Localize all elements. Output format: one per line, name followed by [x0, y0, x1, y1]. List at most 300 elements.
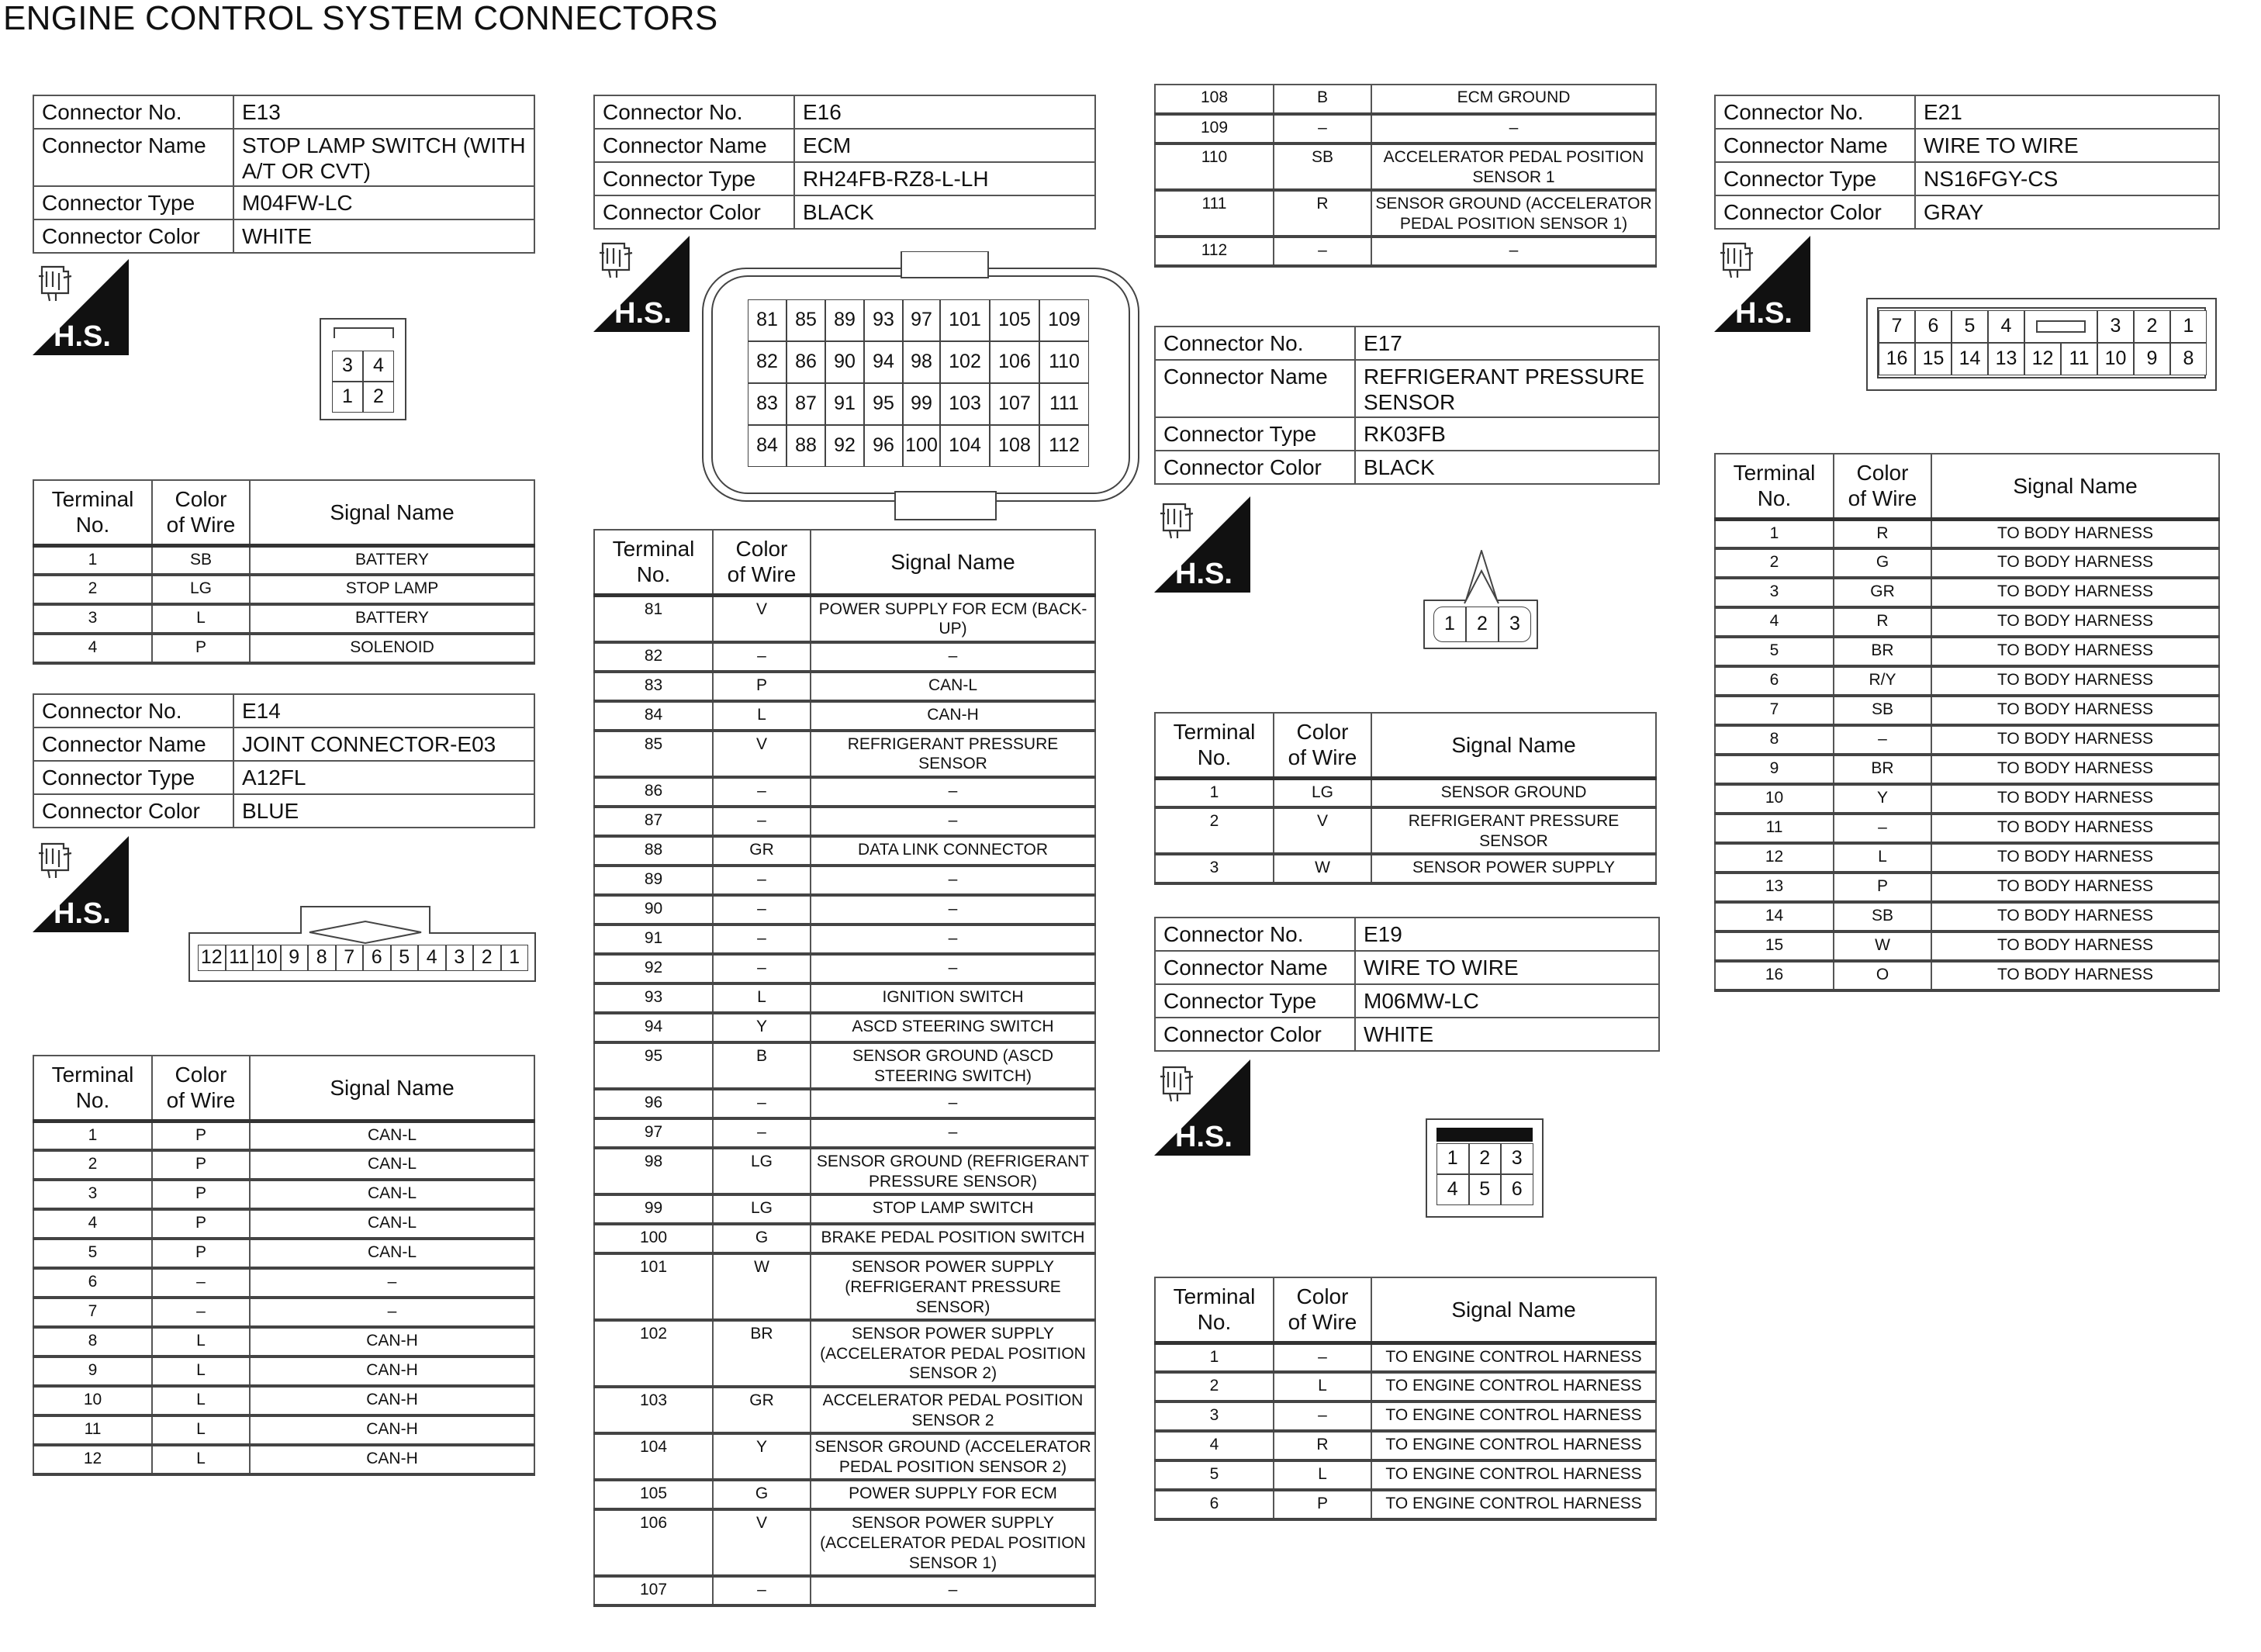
- wire-color: G: [713, 1224, 811, 1253]
- wire-color: W: [713, 1253, 811, 1320]
- hs-icon: [33, 836, 129, 932]
- table-row: [1715, 873, 2219, 902]
- wire-color: L: [152, 1415, 250, 1445]
- terminal-no: 6: [33, 1268, 152, 1298]
- terminal-no-header: Terminal No.: [1155, 713, 1274, 778]
- signal-name: –: [811, 895, 1095, 924]
- connector-number-label: Connector No.: [33, 694, 233, 728]
- wire-color: L: [152, 604, 250, 634]
- pin-cell: 9: [281, 945, 309, 971]
- table-row: [594, 1576, 1095, 1605]
- terminal-no: 7: [1715, 696, 1834, 725]
- connector-color-label: Connector Color: [1155, 451, 1355, 484]
- wire-color: V: [713, 595, 811, 642]
- table-row: [33, 575, 534, 604]
- table-row: [1715, 519, 2219, 548]
- terminal-no: 10: [1715, 784, 1834, 814]
- connector-type-value: M06MW-LC: [1355, 984, 1659, 1018]
- wire-color: G: [1834, 548, 1931, 578]
- wire-color: V: [713, 1509, 811, 1576]
- connector-name-label: Connector Name: [1715, 129, 1915, 162]
- e13-connector-face: [320, 318, 406, 420]
- wire-color: P: [152, 1180, 250, 1209]
- connector-type-value: RK03FB: [1355, 417, 1659, 451]
- wire-color: W: [1274, 854, 1371, 883]
- wire-color: –: [713, 777, 811, 807]
- table-row: [594, 836, 1095, 866]
- wire-color: P: [713, 672, 811, 701]
- connector-name-label: Connector Name: [33, 129, 233, 186]
- wire-color: GR: [1834, 578, 1931, 607]
- pin-cell: 2: [1469, 1143, 1502, 1174]
- table-row: [1715, 666, 2219, 696]
- wire-color: R: [1274, 190, 1371, 237]
- terminal-no: 4: [1155, 1431, 1274, 1460]
- table-row: [1155, 85, 1656, 114]
- signal-name: –: [811, 807, 1095, 836]
- connector-color-value: GRAY: [1915, 195, 2219, 229]
- connector-name-value: WIRE TO WIRE: [1355, 951, 1659, 984]
- wire-color: Y: [713, 1433, 811, 1480]
- terminal-no: 5: [1155, 1460, 1274, 1490]
- pin-cell: 12: [198, 945, 226, 971]
- connector-type-label: Connector Type: [33, 761, 233, 794]
- connector-name-label: Connector Name: [33, 728, 233, 761]
- table-row: [1155, 143, 1656, 190]
- terminal-no: 88: [594, 836, 713, 866]
- hand-connector-icon: [33, 259, 129, 355]
- connector-number-label: Connector No.: [1155, 327, 1355, 360]
- wire-color: SB: [1834, 696, 1931, 725]
- wire-color: LG: [713, 1148, 811, 1194]
- wire-color: L: [1274, 1372, 1371, 1401]
- wire-color: –: [713, 642, 811, 672]
- connector-type-label: Connector Type: [1715, 162, 1915, 195]
- terminal-no: 83: [594, 672, 713, 701]
- connector-color-label: Connector Color: [33, 219, 233, 253]
- signal-name: TO BODY HARNESS: [1931, 784, 2219, 814]
- wire-color: Y: [1834, 784, 1931, 814]
- pin-cell: 81: [748, 299, 787, 341]
- signal-name: TO ENGINE CONTROL HARNESS: [1371, 1431, 1656, 1460]
- table-row: [1715, 725, 2219, 755]
- terminal-no: 94: [594, 1013, 713, 1042]
- wire-color: Y: [713, 1013, 811, 1042]
- pin-cell: 97: [903, 299, 940, 341]
- signal-name: POWER SUPPLY FOR ECM: [811, 1480, 1095, 1509]
- terminal-no: 105: [594, 1480, 713, 1509]
- table-row: [33, 1180, 534, 1209]
- terminal-no: 100: [594, 1224, 713, 1253]
- wire-color: BR: [713, 1320, 811, 1387]
- wire-color: L: [1834, 843, 1931, 873]
- hs-icon: [1154, 496, 1250, 593]
- wire-color: SB: [152, 545, 250, 575]
- terminal-no: 9: [33, 1357, 152, 1386]
- pin-cell: 4: [1436, 1174, 1469, 1205]
- pin-cell: 3: [1499, 607, 1531, 642]
- terminal-no: 2: [1155, 807, 1274, 854]
- table-row: [1155, 114, 1656, 143]
- connector-color-value: WHITE: [233, 219, 534, 253]
- pin-cell: 3: [1501, 1143, 1533, 1174]
- wire-color: L: [1274, 1460, 1371, 1490]
- key-slot: [2036, 320, 2086, 333]
- table-row: [594, 777, 1095, 807]
- hs-icon: [1154, 1059, 1250, 1156]
- connector-name-value: REFRIGERANT PRESSURE SENSOR: [1355, 360, 1659, 417]
- connector-type-label: Connector Type: [33, 186, 233, 219]
- connector-type-label: Connector Type: [1155, 417, 1355, 451]
- signal-name: –: [1371, 114, 1656, 143]
- pin-cell: 106: [990, 341, 1039, 383]
- signal-name: DATA LINK CONNECTOR: [811, 836, 1095, 866]
- connector-number-value: E21: [1915, 95, 2219, 129]
- connector-type-label: Connector Type: [1155, 984, 1355, 1018]
- connector-number-value: E14: [233, 694, 534, 728]
- hand-connector-icon: [1154, 496, 1250, 593]
- pin-cell: 87: [787, 383, 825, 425]
- terminal-no-header: Terminal No.: [33, 1056, 152, 1121]
- signal-name: CAN-L: [250, 1121, 534, 1150]
- table-row: [594, 1089, 1095, 1118]
- connector-number-label: Connector No.: [594, 95, 794, 129]
- table-row: [594, 895, 1095, 924]
- wire-color: –: [713, 924, 811, 954]
- terminal-no: 108: [1155, 85, 1274, 114]
- wire-color: –: [713, 866, 811, 895]
- terminal-no: 12: [33, 1445, 152, 1474]
- table-row: [1155, 1490, 1656, 1519]
- e17-connector-face: [1418, 549, 1542, 655]
- wire-color: BR: [1834, 755, 1931, 784]
- e13-signal-table: [33, 479, 535, 665]
- terminal-no: 91: [594, 924, 713, 954]
- pin-cell: 100: [903, 425, 940, 467]
- terminal-no: 3: [33, 1180, 152, 1209]
- hs-label: H.S.: [614, 297, 672, 330]
- pin-cell: 4: [1988, 310, 2024, 343]
- connector-name-label: Connector Name: [1155, 951, 1355, 984]
- table-row: [1715, 902, 2219, 931]
- hand-connector-icon: [33, 836, 129, 932]
- connector-name-label: Connector Name: [594, 129, 794, 162]
- hs-label: H.S.: [1175, 558, 1232, 590]
- table-row: [1715, 784, 2219, 814]
- terminal-no: 85: [594, 731, 713, 777]
- pin-cell: 2: [473, 945, 501, 971]
- pin-cell: 5: [1469, 1174, 1502, 1205]
- signal-name: ASCD STEERING SWITCH: [811, 1013, 1095, 1042]
- table-row: [594, 1253, 1095, 1320]
- signal-name-header: Signal Name: [250, 1056, 534, 1121]
- table-row: [1155, 190, 1656, 237]
- terminal-no: 90: [594, 895, 713, 924]
- signal-name: TO BODY HARNESS: [1931, 548, 2219, 578]
- table-row: [1715, 961, 2219, 990]
- pin-cell: 3: [446, 945, 474, 971]
- signal-name-header: Signal Name: [1371, 1277, 1656, 1343]
- table-row: [33, 1121, 534, 1150]
- signal-name-header: Signal Name: [1931, 454, 2219, 519]
- hs-icon: [593, 236, 690, 332]
- pin-cell: 3: [332, 351, 363, 382]
- hs-icon: [1714, 236, 1810, 332]
- terminal-no: 86: [594, 777, 713, 807]
- signal-name: CAN-L: [250, 1180, 534, 1209]
- pin-cell: 104: [940, 425, 990, 467]
- wire-color: –: [713, 1118, 811, 1148]
- terminal-no: 9: [1715, 755, 1834, 784]
- table-row: [594, 1320, 1095, 1387]
- signal-name: SENSOR GROUND (REFRIGERANT PRESSURE SENSOR): [811, 1148, 1095, 1194]
- terminal-no: 1: [1715, 519, 1834, 548]
- signal-name: TO ENGINE CONTROL HARNESS: [1371, 1372, 1656, 1401]
- pin-cell: 1: [1436, 1143, 1469, 1174]
- pin-cell: 82: [748, 341, 787, 383]
- table-row: [1155, 1431, 1656, 1460]
- signal-name: CAN-H: [811, 701, 1095, 731]
- signal-name: SENSOR POWER SUPPLY: [1371, 854, 1656, 883]
- wire-color: R/Y: [1834, 666, 1931, 696]
- pin-cell: 7: [336, 945, 364, 971]
- wire-color: P: [152, 1150, 250, 1180]
- signal-name: STOP LAMP SWITCH: [811, 1194, 1095, 1224]
- signal-name: TO BODY HARNESS: [1931, 814, 2219, 843]
- signal-name: TO BODY HARNESS: [1931, 578, 2219, 607]
- signal-name: CAN-H: [250, 1327, 534, 1357]
- signal-name: SENSOR GROUND (ACCELERATOR PEDAL POSITION SENSOR 2): [811, 1433, 1095, 1480]
- terminal-no: 3: [1155, 854, 1274, 883]
- table-row: [594, 672, 1095, 701]
- wire-color: L: [713, 983, 811, 1013]
- terminal-no: 5: [1715, 637, 1834, 666]
- connector-type-label: Connector Type: [594, 162, 794, 195]
- terminal-no: 102: [594, 1320, 713, 1387]
- signal-name: TO BODY HARNESS: [1931, 961, 2219, 990]
- pin-cell: 8: [308, 945, 336, 971]
- signal-name: TO BODY HARNESS: [1931, 637, 2219, 666]
- connector-color-label: Connector Color: [1155, 1018, 1355, 1051]
- terminal-no: 111: [1155, 190, 1274, 237]
- table-row: [33, 604, 534, 634]
- signal-name: TO BODY HARNESS: [1931, 696, 2219, 725]
- signal-name: SENSOR POWER SUPPLY (ACCELERATOR PEDAL POSITION SENSOR 1): [811, 1509, 1095, 1576]
- connector-number-label: Connector No.: [1155, 918, 1355, 951]
- terminal-no: 109: [1155, 114, 1274, 143]
- terminal-no: 3: [1155, 1401, 1274, 1431]
- table-row: [33, 1415, 534, 1445]
- terminal-no: 93: [594, 983, 713, 1013]
- pin-cell: 9: [2134, 343, 2170, 375]
- terminal-no: 1: [1155, 1343, 1274, 1372]
- e17-info: [1154, 326, 1660, 485]
- table-row: [1155, 1372, 1656, 1401]
- terminal-no: 14: [1715, 902, 1834, 931]
- connector-color-value: BLACK: [1355, 451, 1659, 484]
- table-row: [1715, 548, 2219, 578]
- connector-color-label: Connector Color: [1715, 195, 1915, 229]
- signal-name: –: [811, 777, 1095, 807]
- signal-name: –: [1371, 237, 1656, 266]
- signal-name: TO BODY HARNESS: [1931, 873, 2219, 902]
- pin-cell: 88: [787, 425, 825, 467]
- pin-cell: 5: [391, 945, 419, 971]
- signal-name: BATTERY: [250, 545, 534, 575]
- signal-name: SENSOR POWER SUPPLY (ACCELERATOR PEDAL POSITION SENSOR 2): [811, 1320, 1095, 1387]
- terminal-no: 107: [594, 1576, 713, 1605]
- table-row: [33, 1298, 534, 1327]
- connector-number-value: E19: [1355, 918, 1659, 951]
- terminal-no: 3: [33, 604, 152, 634]
- terminal-no: 12: [1715, 843, 1834, 873]
- e13-info: [33, 95, 535, 254]
- terminal-no: 103: [594, 1387, 713, 1433]
- signal-name: TO BODY HARNESS: [1931, 843, 2219, 873]
- signal-name: –: [811, 954, 1095, 983]
- signal-name: CAN-H: [250, 1445, 534, 1474]
- terminal-no: 97: [594, 1118, 713, 1148]
- wire-color: O: [1834, 961, 1931, 990]
- terminal-no: 4: [33, 1209, 152, 1239]
- e17-signal-table: [1154, 712, 1657, 885]
- connector-number-value: E17: [1355, 327, 1659, 360]
- wire-color: –: [1274, 1401, 1371, 1431]
- terminal-no: 92: [594, 954, 713, 983]
- wire-color: –: [1834, 814, 1931, 843]
- signal-name: REFRIGERANT PRESSURE SENSOR: [1371, 807, 1656, 854]
- pin-cell: 6: [1915, 310, 1952, 343]
- color-of-wire-header: Color of Wire: [152, 480, 250, 545]
- wire-color: –: [713, 1576, 811, 1605]
- signal-name: CAN-L: [250, 1239, 534, 1268]
- wire-color: –: [152, 1298, 250, 1327]
- signal-name: CAN-H: [250, 1386, 534, 1415]
- signal-name: SENSOR GROUND: [1371, 778, 1656, 807]
- terminal-no: 89: [594, 866, 713, 895]
- pin-cell: 101: [940, 299, 990, 341]
- signal-name: –: [811, 1089, 1095, 1118]
- table-row: [1715, 931, 2219, 961]
- wire-color: –: [152, 1268, 250, 1298]
- pin-cell: 109: [1039, 299, 1089, 341]
- table-row: [1715, 637, 2219, 666]
- terminal-no: 8: [33, 1327, 152, 1357]
- pin-cell: 84: [748, 425, 787, 467]
- table-row: [1715, 755, 2219, 784]
- table-row: [1715, 578, 2219, 607]
- pin-cell: 1: [1433, 607, 1466, 642]
- table-row: [594, 1118, 1095, 1148]
- wire-color: –: [713, 895, 811, 924]
- pin-cell: 112: [1039, 425, 1089, 467]
- e14-connector-face: [188, 906, 536, 982]
- terminal-no: 4: [33, 634, 152, 663]
- pin-cell: 90: [825, 341, 864, 383]
- pin-cell: 6: [363, 945, 391, 971]
- wire-color: P: [152, 1239, 250, 1268]
- table-row: [594, 1013, 1095, 1042]
- table-row: [1155, 778, 1656, 807]
- wire-color: LG: [152, 575, 250, 604]
- wire-color: SB: [1834, 902, 1931, 931]
- table-row: [33, 1239, 534, 1268]
- connector-name-value: STOP LAMP SWITCH (WITH A/T OR CVT): [233, 129, 534, 186]
- terminal-no: 106: [594, 1509, 713, 1576]
- table-row: [594, 1194, 1095, 1224]
- signal-name: TO BODY HARNESS: [1931, 725, 2219, 755]
- connector-type-value: NS16FGY-CS: [1915, 162, 2219, 195]
- table-row: [1155, 1460, 1656, 1490]
- signal-name-header: Signal Name: [811, 530, 1095, 595]
- table-row: [594, 1224, 1095, 1253]
- wire-color: –: [1834, 725, 1931, 755]
- connector-name-value: WIRE TO WIRE: [1915, 129, 2219, 162]
- pin-cell: 2: [1466, 607, 1499, 642]
- signal-name: –: [811, 866, 1095, 895]
- table-row: [594, 701, 1095, 731]
- signal-name: TO BODY HARNESS: [1931, 931, 2219, 961]
- pin-cell: 6: [1501, 1174, 1533, 1205]
- pin-cell: 8: [2170, 343, 2207, 375]
- color-of-wire-header: Color of Wire: [1274, 713, 1371, 778]
- signal-name: CAN-L: [250, 1209, 534, 1239]
- wire-color: P: [152, 634, 250, 663]
- pin-cell: 13: [1988, 343, 2024, 375]
- pin-cell: 14: [1952, 343, 1988, 375]
- signal-name: SENSOR POWER SUPPLY (REFRIGERANT PRESSURE SENSOR): [811, 1253, 1095, 1320]
- signal-name: IGNITION SWITCH: [811, 983, 1095, 1013]
- pin-cell: 102: [940, 341, 990, 383]
- table-row: [1715, 843, 2219, 873]
- pin-cell: 105: [990, 299, 1039, 341]
- pin-cell: 15: [1915, 343, 1952, 375]
- pin-cell: [2024, 310, 2097, 343]
- table-row: [33, 1209, 534, 1239]
- signal-name: SENSOR GROUND (ASCD STEERING SWITCH): [811, 1042, 1095, 1089]
- terminal-no: 112: [1155, 237, 1274, 266]
- connector-color-label: Connector Color: [594, 195, 794, 229]
- signal-name: ECM GROUND: [1371, 85, 1656, 114]
- pin-cell: 1: [2170, 310, 2207, 343]
- table-row: [1155, 854, 1656, 883]
- connector-name-value: ECM: [794, 129, 1095, 162]
- connector-name-label: Connector Name: [1155, 360, 1355, 417]
- pin-cell: 1: [501, 945, 529, 971]
- wire-color: –: [713, 954, 811, 983]
- hs-label: H.S.: [54, 897, 111, 930]
- connector-type-value: RH24FB-RZ8-L-LH: [794, 162, 1095, 195]
- terminal-no: 1: [1155, 778, 1274, 807]
- connector-color-label: Connector Color: [33, 794, 233, 828]
- e19-signal-table: [1154, 1277, 1657, 1521]
- pin-cell: 7: [1879, 310, 1915, 343]
- terminal-no: 4: [1715, 607, 1834, 637]
- e16-info: [593, 95, 1096, 230]
- table-row: [1715, 607, 2219, 637]
- wire-color: L: [152, 1386, 250, 1415]
- terminal-no: 110: [1155, 143, 1274, 190]
- page-title: ENGINE CONTROL SYSTEM CONNECTORS: [3, 0, 718, 37]
- signal-name: TO ENGINE CONTROL HARNESS: [1371, 1490, 1656, 1519]
- pin-cell: 91: [825, 383, 864, 425]
- connector-number-label: Connector No.: [1715, 95, 1915, 129]
- connector-number-value: E16: [794, 95, 1095, 129]
- pin-cell: 89: [825, 299, 864, 341]
- e19-info: [1154, 917, 1660, 1052]
- pin-cell: 99: [903, 383, 940, 425]
- signal-name: –: [811, 1576, 1095, 1605]
